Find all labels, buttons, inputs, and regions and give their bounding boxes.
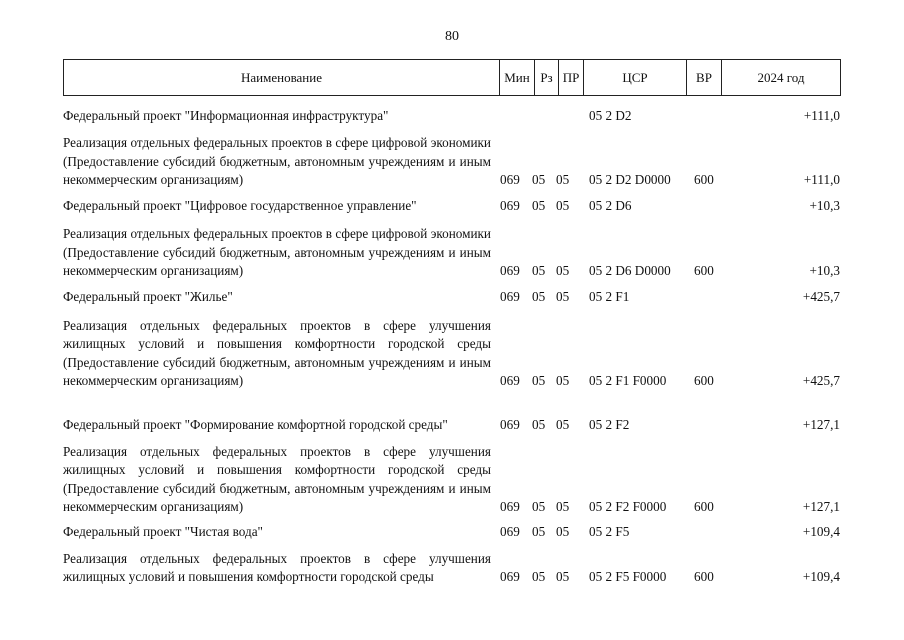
row-pr: 05	[556, 417, 570, 433]
row-min: 069	[500, 172, 520, 188]
row-min: 069	[500, 289, 520, 305]
row-csr: 05 2 F1	[589, 289, 630, 305]
row-rz: 05	[532, 499, 546, 515]
row-min: 069	[500, 198, 520, 214]
row-csr: 05 2 F2	[589, 417, 630, 433]
row-rz: 05	[532, 417, 546, 433]
row-amount: +10,3	[809, 198, 840, 214]
row-rz: 05	[532, 198, 546, 214]
row-vr: 600	[694, 172, 714, 188]
row-name: Реализация отдельных федеральных проектов в сфере улучшения жилищных условий и повышения комфортности городской среды (Предоставление субсидий бюджетным, автономным учреждениям и иным некоммерческим организациям)	[63, 317, 491, 389]
table-row	[63, 288, 841, 307]
row-name: Федеральный проект "Формирование комфортной городской среды"	[63, 417, 448, 433]
row-rz: 05	[532, 172, 546, 188]
table-row	[63, 316, 841, 391]
header-rz: Рз	[534, 60, 558, 95]
row-pr: 05	[556, 499, 570, 515]
row-name: Федеральный проект "Жилье"	[63, 289, 233, 305]
row-csr: 05 2 D2 D0000	[589, 172, 671, 188]
table-row	[63, 398, 841, 435]
header-csr: ЦСР	[583, 60, 686, 95]
row-pr: 05	[556, 198, 570, 214]
row-vr: 600	[694, 569, 714, 585]
row-name: Федеральный проект "Информационная инфраструктура"	[63, 108, 389, 124]
row-rz: 05	[532, 569, 546, 585]
row-rz: 05	[532, 289, 546, 305]
page-number: 80	[445, 29, 459, 44]
row-min: 069	[500, 417, 520, 433]
row-min: 069	[500, 499, 520, 515]
row-csr: 05 2 D6 D0000	[589, 263, 671, 279]
header-pr: ПР	[558, 60, 583, 95]
row-csr: 05 2 F5	[589, 524, 630, 540]
row-pr: 05	[556, 524, 570, 540]
table-row	[63, 197, 841, 216]
row-pr: 05	[556, 373, 570, 389]
row-name: Реализация отдельных федеральных проектов в сфере цифровой экономики (Предоставление субсидий бюджетным, автономным учреждениям и иным некоммерческим организациям)	[63, 135, 491, 188]
row-min: 069	[500, 569, 520, 585]
table-row	[63, 523, 841, 542]
row-amount: +111,0	[803, 172, 840, 188]
row-vr: 600	[694, 263, 714, 279]
table-row	[63, 107, 841, 126]
row-vr: 600	[694, 373, 714, 389]
row-rz: 05	[532, 524, 546, 540]
row-amount: +111,0	[803, 108, 840, 124]
row-rz: 05	[532, 263, 546, 279]
row-amount: +109,4	[802, 569, 840, 585]
row-name: Реализация отдельных федеральных проектов в сфере улучшения жилищных условий и повышения комфортности городской среды	[63, 550, 491, 585]
row-amount: +425,7	[802, 289, 840, 305]
row-vr: 600	[694, 499, 714, 515]
row-pr: 05	[556, 172, 570, 188]
row-amount: +10,3	[809, 263, 840, 279]
row-name: Федеральный проект "Цифровое государственное управление"	[63, 198, 417, 214]
row-name: Реализация отдельных федеральных проектов в сфере цифровой экономики (Предоставление субсидий бюджетным, автономным учреждениям и иным некоммерческим организациям)	[63, 226, 491, 279]
header-vr: ВР	[686, 60, 721, 95]
row-csr: 05 2 D2	[589, 108, 632, 124]
table-row	[63, 134, 841, 190]
table-row	[63, 442, 841, 517]
row-amount: +127,1	[802, 499, 840, 515]
row-min: 069	[500, 263, 520, 279]
row-pr: 05	[556, 569, 570, 585]
row-csr: 05 2 F5 F0000	[589, 569, 667, 585]
table-row	[63, 550, 841, 587]
header-name: Наименование	[241, 69, 322, 85]
table-row	[63, 225, 841, 281]
row-csr: 05 2 D6	[589, 198, 632, 214]
row-amount: +109,4	[802, 524, 840, 540]
row-csr: 05 2 F2 F0000	[589, 499, 667, 515]
row-min: 069	[500, 373, 520, 389]
row-amount: +425,7	[802, 373, 840, 389]
row-name: Федеральный проект "Чистая вода"	[63, 524, 263, 540]
row-rz: 05	[532, 373, 546, 389]
header-min: Мин	[499, 60, 534, 95]
row-amount: +127,1	[802, 417, 840, 433]
row-pr: 05	[556, 263, 570, 279]
row-name: Реализация отдельных федеральных проектов в сфере улучшения жилищных условий и повышения комфортности городской среды (Предоставление субсидий бюджетным, автономным учреждениям и иным некоммерческим организациям)	[63, 443, 491, 515]
header-year: 2024 год	[721, 60, 840, 95]
row-pr: 05	[556, 289, 570, 305]
row-csr: 05 2 F1 F0000	[589, 373, 667, 389]
row-min: 069	[500, 524, 520, 540]
